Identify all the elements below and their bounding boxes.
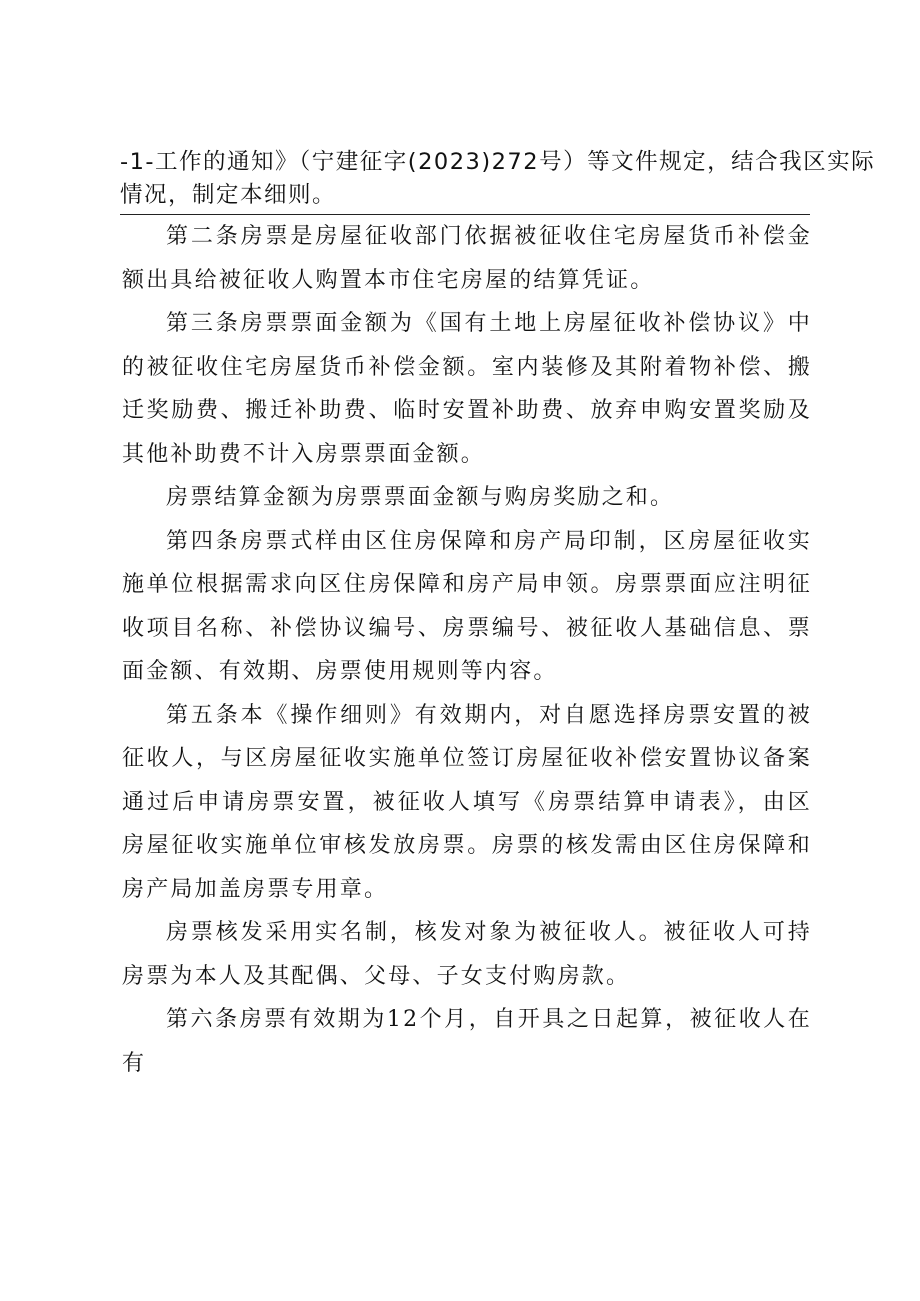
page-header bbox=[120, 146, 876, 215]
header-line-1: -1-工作的通知》（宁建征字(2023)272号）等文件规定，结合我区实际 bbox=[120, 149, 876, 175]
real-name-paragraph: 房票核发采用实名制，核发对象为被征收人。被征收人可持房票为本人及其配偶、父母、子女支付购房款。 bbox=[122, 920, 812, 989]
article-4-paragraph: 第四条房票式样由区住房保障和房产局印制，区房屋征收实施单位根据需求向区住房保障和房产局申领。房票票面应注明征收项目名称、补偿协议编号、房票编号、被征收人基础信息、票面金额、有效期、房票使用规则等内容。 bbox=[122, 528, 812, 684]
article-6-paragraph: 第六条房票有效期为12个月，自开具之日起算，被征收人在有 bbox=[122, 1007, 812, 1076]
settlement-amount-paragraph: 房票结算金额为房票票面金额与购房奖励之和。 bbox=[166, 485, 675, 510]
header-line-2: 情况，制定本细则。 bbox=[120, 182, 337, 208]
article-5-paragraph: 第五条本《操作细则》有效期内，对自愿选择房票安置的被征收人，与区房屋征收实施单位签订房屋征收补偿安置协议备案通过后申请房票安置，被征收人填写《房票结算申请表》，由区房屋征收实施单位审核发放房票。房票的核发需由区住房保障和房产局加盖房票专用章。 bbox=[122, 702, 812, 902]
article-2-paragraph: 第二条房票是房屋征收部门依据被征收住宅房屋货币补偿金额出具给被征收人购置本市住宅房屋的结算凭证。 bbox=[122, 224, 812, 293]
document-body bbox=[122, 215, 812, 1085]
article-3-paragraph: 第三条房票票面金额为《国有土地上房屋征收补偿协议》中的被征收住宅房屋货币补偿金额。室内装修及其附着物补偿、搬迁奖励费、搬迁补助费、临时安置补助费、放弃申购安置奖励及其他补助费不计入房票票面金额。 bbox=[122, 311, 812, 467]
